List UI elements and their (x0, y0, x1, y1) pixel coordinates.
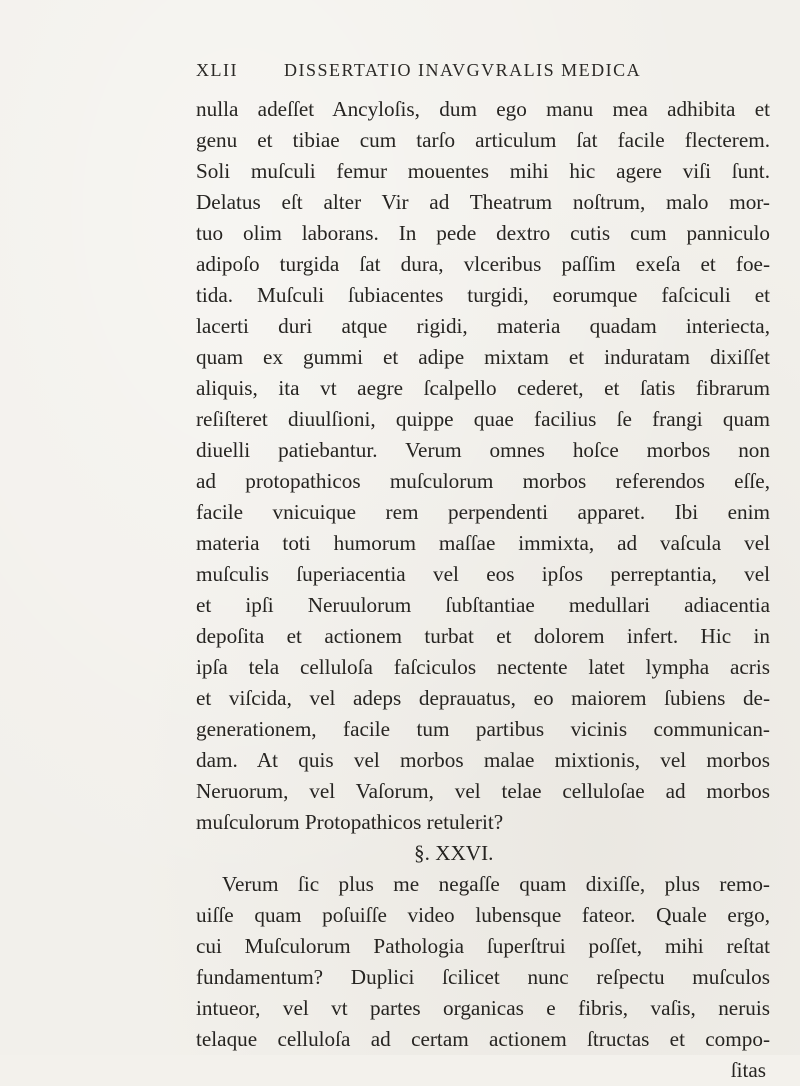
text-line: fundamentum? Duplici ſcilicet nunc reſpectu muſculos (196, 965, 770, 989)
text-line: dam. At quis vel morbos malae mixtionis, vel morbos (196, 748, 770, 772)
text-line: generationem, facile tum partibus vicinis communican- (196, 717, 770, 741)
text-line: quam ex gummi et adipe mixtam et induratam dixiſſet (196, 345, 770, 369)
running-title: DISSERTATIO INAVGVRALIS MEDICA (284, 60, 642, 80)
text-line: Soli muſculi femur mouentes mihi hic agere viſi ſunt. (196, 159, 770, 183)
text-line: tida. Muſculi ſubiacentes turgidi, eorumque faſciculi et (196, 283, 770, 307)
text-line: uiſſe quam poſuiſſe video lubensque fateor. Quale ergo, (196, 903, 770, 927)
text-line: adipoſo turgida ſat dura, vlceribus paſſim exeſa et foe- (196, 252, 770, 276)
running-head (196, 60, 666, 86)
text-line: Delatus eſt alter Vir ad Theatrum noſtrum, malo mor- (196, 190, 770, 214)
text-line: et viſcida, vel adeps deprauatus, eo maiorem ſubiens de- (196, 686, 770, 710)
text-line: reſiſteret diuulſioni, quippe quae facilius ſe frangi quam (196, 407, 770, 431)
section-heading: §. XXVI. (414, 841, 494, 865)
text-line: facile vnicuique rem perpendenti apparet. Ibi enim (196, 500, 770, 524)
page-number: XLII (196, 60, 238, 80)
text-line: tuo olim laborans. In pede dextro cutis cum panniculo (196, 221, 770, 245)
text-line: et ipſi Neruulorum ſubſtantiae medullari adiacentia (196, 593, 770, 617)
text-line: genu et tibiae cum tarſo articulum ſat facile flecterem. (196, 128, 770, 152)
text-line: diuelli patiebantur. Verum omnes hoſce morbos non (196, 438, 770, 462)
text-line: intueor, vel vt partes organicas e fibris, vaſis, neruis (196, 996, 770, 1020)
catchword: ſitas (730, 1058, 766, 1082)
text-line: muſculorum Protopathicos retulerit? (196, 810, 504, 834)
text-line: lacerti duri atque rigidi, materia quadam interiecta, (196, 314, 770, 338)
text-line: depoſita et actionem turbat et dolorem infert. Hic in (196, 624, 770, 648)
text-line: ad protopathicos muſculorum morbos referendos eſſe, (196, 469, 770, 493)
text-line: ipſa tela celluloſa faſciculos nectente latet lympha acris (196, 655, 770, 679)
text-line: aliquis, ita vt aegre ſcalpello cederet, et ſatis fibrarum (196, 376, 770, 400)
text-line: telaque celluloſa ad certam actionem ſtructas et compo- (196, 1027, 770, 1051)
text-line: nulla adeſſet Ancyloſis, dum ego manu mea adhibita et (196, 97, 770, 121)
text-line: muſculis ſuperiacentia vel eos ipſos perreptantia, vel (196, 562, 770, 586)
text-line: Neruorum, vel Vaſorum, vel telae celluloſae ad morbos (196, 779, 770, 803)
text-line: cui Muſculorum Pathologia ſuperſtrui poſſet, mihi reſtat (196, 934, 770, 958)
text-line: Verum ſic plus me negaſſe quam dixiſſe, plus remo- (222, 872, 770, 896)
body-text (196, 94, 770, 1086)
text-line: materia toti humorum maſſae immixta, ad vaſcula vel (196, 531, 770, 555)
